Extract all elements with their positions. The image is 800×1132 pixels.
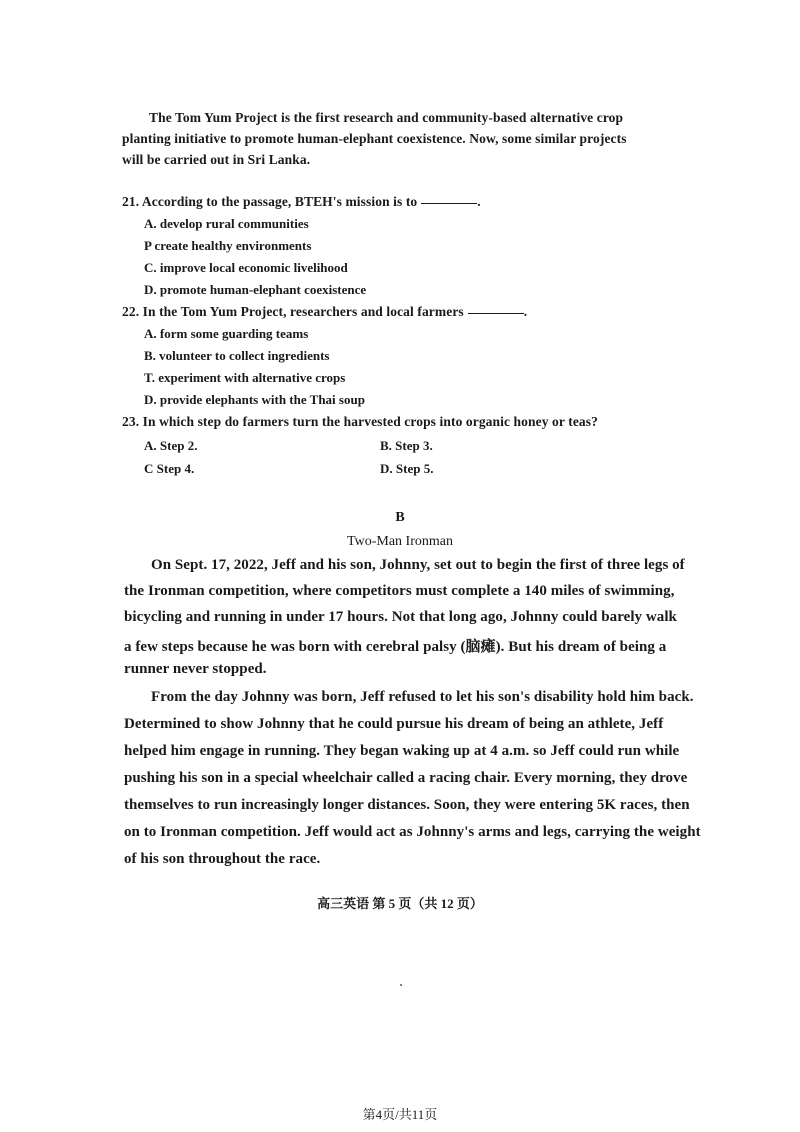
question-21-option-b: P create healthy environments: [144, 238, 312, 253]
page-indicator: 第4页/共11页: [362, 1107, 438, 1122]
paragraph-1-line-5: runner never stopped.: [124, 661, 267, 677]
answer-blank: [421, 202, 477, 204]
question-23-option-c: C Step 4.: [144, 461, 195, 476]
question-23-stem: 23. In which step do farmers turn the harvested crops into organic honey or teas?: [122, 414, 598, 429]
question-23-option-d: D. Step 5.: [380, 461, 434, 476]
paragraph-2-line-3: helped him engage in running. They began waking up at 4 a.m. so Jeff could run while: [124, 743, 680, 759]
section-letter: B: [395, 510, 405, 525]
paragraph-1-line-4: a few steps because he was born with cerebral palsy (脑瘫). But his dream of being a: [124, 639, 667, 655]
question-23-option-a: A. Step 2.: [144, 438, 198, 453]
question-21-option-c: C. improve local economic livelihood: [144, 260, 348, 275]
paragraph-2-line-5: themselves to run increasingly longer distances. Soon, they were entering 5K races, then: [124, 797, 690, 813]
scan-speck: [400, 984, 402, 986]
exam-page-footer: 高三英语 第 5 页（共 12 页）: [317, 896, 483, 911]
question-22-option-d: D. provide elephants with the Thai soup: [144, 392, 365, 407]
paragraph-1-line-1: On Sept. 17, 2022, Jeff and his son, Johnny, set out to begin the first of three legs of: [151, 557, 685, 573]
paragraph-2-line-7: of his son throughout the race.: [124, 851, 321, 867]
question-21-option-d: D. promote human-elephant coexistence: [144, 282, 367, 297]
paragraph-1-line-3: bicycling and running in under 17 hours. Not that long ago, Johnny could barely walk: [124, 609, 677, 625]
intro-line-1: The Tom Yum Project is the first research and community-based alternative crop: [149, 110, 624, 125]
paragraph-2-line-4: pushing his son in a special wheelchair called a racing chair. Every morning, they drove: [124, 770, 688, 786]
paragraph-1-line-2: the Ironman competition, where competitors must complete a 140 miles of swimming,: [124, 583, 675, 599]
question-23-option-b: B. Step 3.: [380, 438, 433, 453]
question-22-option-c: T. experiment with alternative crops: [144, 370, 346, 385]
paragraph-2-line-6: on to Ironman competition. Jeff would act as Johnny's arms and legs, carrying the weight: [124, 824, 701, 840]
question-21-stem: 21. According to the passage, BTEH's mission is to .: [122, 194, 481, 209]
intro-line-2: planting initiative to promote human-elephant coexistence. Now, some similar projects: [122, 131, 627, 146]
question-21-option-a: A. develop rural communities: [144, 216, 309, 231]
paragraph-2-line-2: Determined to show Johnny that he could pursue his dream of being an athlete, Jeff: [124, 716, 664, 732]
question-22-option-b: B. volunteer to collect ingredients: [144, 348, 330, 363]
section-title: Two-Man Ironman: [347, 534, 453, 549]
paragraph-2-line-1: From the day Johnny was born, Jeff refused to let his son's disability hold him back.: [151, 689, 694, 705]
intro-line-3: will be carried out in Sri Lanka.: [122, 152, 311, 167]
answer-blank: [468, 312, 524, 314]
question-22-stem: 22. In the Tom Yum Project, researchers and local farmers .: [122, 304, 528, 319]
question-22-option-a: A. form some guarding teams: [144, 326, 309, 341]
